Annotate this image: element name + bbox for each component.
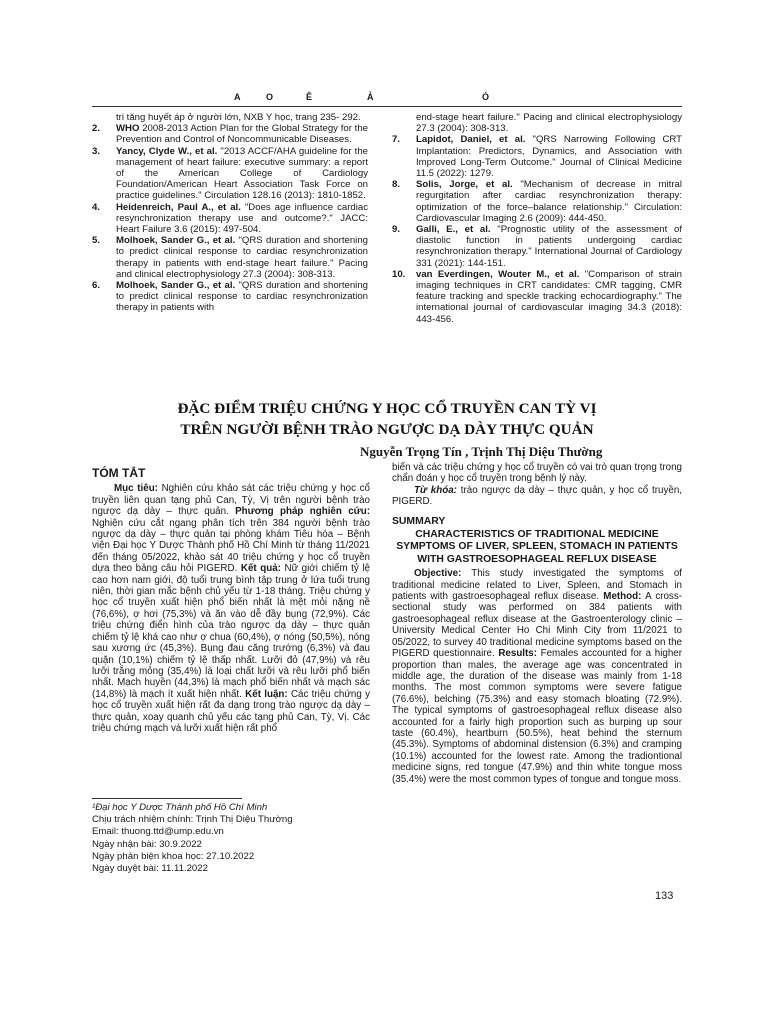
summary-body — [392, 568, 682, 785]
en-results-text: Females accounted for a higher proportion than males, the average age was concentrated in middle age, the duration of the disease was mainly from 1-18 months. The most common symptoms were severe fatigue (76.6%), belching (75.3%) and easy stomach bloating (72.9%). The typical symptoms of gastroesophageal reflux disease also accounted for a fairly high proportion such as burping up sour taste (60.4%), heartburn (50.5%), heat behind the sternum (45.3%). Symptoms of abdominal distension (6.3%) and cramping (10.1%) accounted for the lowest rate. Among the tradiontional medicine signs, red tongue (47.9%) and thin white tongue moss (35.4%) were the most common types of tongue and tongue moss. — [392, 648, 682, 785]
reference-text: "QRS duration and shortening to predict clinical response to cardiac resynchronization therapy in patients with — [116, 280, 368, 314]
reference-author: WHO — [116, 123, 140, 135]
reference-text: "2013 ACCF/AHA guideline for the management of heart failure: executive summary: a report of the American College of Cardiology Foundation/American Heart Association Task Force on practice guidelines." Circulation 128.16 (2013): 1810-1852. — [116, 145, 368, 202]
reference-text: "QRS duration and shortening to predict clinical response to cardiac resynchronization therapy in patients with end-stage heart failure." Pacing and clinical electrophysiology 27.3 (2004): 308-313. — [116, 235, 368, 280]
abstract-vietnamese — [92, 468, 370, 734]
reference-item — [92, 202, 368, 236]
header-glyph: O — [266, 92, 275, 102]
reference-number: 6. — [92, 280, 101, 292]
reference-number: 8. — [392, 179, 401, 191]
keywords-text: trào ngược dạ dày – thực quản, y học cổ truyền, PIGERD. — [392, 484, 682, 508]
reference-item — [92, 123, 368, 145]
reference-item — [92, 235, 368, 280]
conclusion-label: Kết luận: — [245, 688, 288, 700]
header-glyph: Ả — [367, 92, 375, 102]
reference-author: van Everdingen, Wouter M., et al. — [416, 268, 580, 280]
page-number: 133 — [655, 890, 674, 902]
contact-email: Email: thuong.ttd@ump.edu.vn — [92, 826, 224, 838]
keywords-label: Từ khóa: — [414, 484, 457, 496]
reference-author: Molhoek, Sander G., et al. — [116, 235, 236, 247]
references-right-column — [392, 112, 682, 325]
en-method-text: A cross-sectional study was performed on 384 patients with gastroesophageal reflux disease at the Gastroenterology clinic – University Medical Center Ho Chi Minh City from 11/2021 to 05/2022, to survey 40 traditional medicine symptoms based on the PIGERD questionnaire. — [392, 591, 682, 660]
reference-continuation: tri tăng huyết áp ở người lớn, NXB Y học, trang 235- 292. — [116, 112, 361, 123]
article-authors: Nguyễn Trọng Tín , Trịnh Thị Diệu Thường — [360, 444, 603, 459]
reference-author: Galli, E., et al. — [416, 224, 491, 236]
abstract-body — [92, 483, 370, 734]
footnotes — [92, 802, 368, 875]
reference-item — [92, 280, 368, 314]
objective-text: Nghiên cứu khảo sát các triệu chứng y học cổ truyền liên quan tạng phủ Can, Tỳ, Vị trên người bệnh trào ngược dạ dày – thực quản. — [92, 483, 370, 518]
reference-text: 2008-2013 Action Plan for the Global Strategy for the Prevention and Control of Noncommunicable Diseases. — [116, 123, 368, 146]
article-title — [92, 398, 682, 440]
header-glyph: Ó — [482, 92, 491, 102]
article-title-line: ĐẶC ĐIỂM TRIỆU CHỨNG Y HỌC CỔ TRUYỀN CAN TỲ VỊ — [177, 400, 597, 417]
references-left-column — [92, 112, 368, 314]
method-text: Nghiên cứu cắt ngang phân tích trên 384 người bệnh trào ngược dạ dày – thực quản tại phòng khám Tiêu hóa – Bệnh viện Đại học Y Dược Thành phố Hồ Chí Minh từ tháng 11/2021 đến tháng 05/2022, khảo sát 40 triệu chứng y học cổ truyền dựa theo bảng câu hỏi PIGERD. — [92, 517, 370, 575]
reference-item — [92, 146, 368, 202]
en-results-label: Results: — [498, 648, 537, 660]
affiliation: ¹Đại học Y Dược Thành phố Hồ Chí Minh — [92, 802, 268, 813]
reference-number: 2. — [92, 123, 101, 135]
abstract-right-column — [392, 462, 682, 785]
en-method-label: Method: — [603, 591, 642, 603]
article-title-line: TRÊN NGƯỜI BỆNH TRÀO NGƯỢC DẠ DÀY THỰC QUẢN — [180, 421, 594, 438]
reference-text: "Comparison of strain imaging techniques in CRT candidates: CMR tagging, CMR feature tracking and speckle tracking echocardiography." The international journal of cardiovascular imaging 34.3 (2018): 443-456. — [416, 268, 682, 325]
reference-text: "QRS Narrowing Following CRT Implantation: Predictors, Dynamics, and Association with Improved Long-Term Outcome." Journal of Clinical Medicine 11.5 (2022): 1279. — [416, 134, 682, 180]
reference-text: "Mechanism of decrease in mitral regurgitation after cardiac resynchronization therapy: optimization of the force–balance relationship." Circulation: Cardiovascular Imaging 2.6 (2009): 444-450. — [416, 179, 682, 224]
reference-number: 3. — [92, 145, 101, 157]
results-text: Nữ giới chiếm tỷ lệ cao hơn nam giới, độ tuổi trung bình tập trung ở lứa tuổi trung niên, thời gian mắc bệnh chủ yếu từ 1-18 tháng. Triệu chứng y học cổ truyền xuất hiện phổ biến nhất là mệt mỏi nặng nề (76,6%), ợ hơi (75,3%) và ăn vào dễ đầy bụng (72,9%). Các triệu chứng điển hình của trào ngược dạ dày – thực quản chiếm tỷ lệ khá cao như ợ chua (60,4%), ợ nóng (50,5%), nóng sau xương ức (45,3%). Bụng đau căng trướng (6,3%) và đau quặn (10,1%) chiếm tỷ lệ thấp nhất. Lưỡi đỏ (47,9%) và rêu lưỡi trắng mỏng (35,4%) là loại chất lưỡi và rêu lưỡi phổ biến nhất. Mạch huyền (44,3%) là mạch phổ biến nhất và mạch sác (14,8%) là mạch ít xuất hiện nhất. — [92, 563, 370, 700]
header-glyph: A — [234, 92, 242, 102]
reference-text: "Prognostic utility of the assessment of diastolic function in patients undergoing cardiac resynchronization therapy." International Journal of Cardiology 331 (2021): 144-151. — [416, 224, 683, 269]
header-divider — [92, 106, 682, 107]
reference-item — [392, 224, 682, 269]
summary-heading: SUMMARY — [392, 515, 446, 527]
english-title: CHARACTERISTICS OF TRADITIONAL MEDICINE SYMPTOMS OF LIVER, SPLEEN, STOMACH IN PATIENTS WITH GASTROESOPHAGEAL REFLUX DISEASE — [396, 529, 678, 565]
reference-number: 5. — [92, 235, 101, 247]
method-label: Phương pháp nghiên cứu: — [235, 506, 370, 518]
date-reviewed: Ngày phản biện khoa học: 27.10.2022 — [92, 850, 255, 862]
en-objective-text: This study investigated the symptoms of traditional medicine related to Liver, Spleen, and Stomach in patients with gastroesophageal reflux disease. — [392, 568, 682, 603]
abstract-heading: TÓM TẮT — [92, 466, 146, 480]
reference-item — [392, 179, 682, 224]
reference-number: 9. — [392, 224, 401, 236]
reference-continuation: end-stage heart failure." Pacing and clinical electrophysiology 27.3 (2004): 308-313. — [416, 112, 682, 135]
reference-text: "Does age influence cardiac resynchronization therapy use and outcome?." JACC: Heart Failure 3.6 (2015): 497-504. — [116, 201, 368, 236]
footnote-divider — [92, 798, 242, 799]
reference-author: Solis, Jorge, et al. — [416, 179, 513, 191]
reference-author: Lapidot, Daniel, et al. — [416, 134, 526, 146]
abstract-continuation: biến và các triệu chứng y học cổ truyền có vai trò quan trọng trong chẩn đoán y học cổ truyền trong bệnh lý này. — [392, 462, 682, 485]
reference-author: Yancy, Clyde W., et al. — [116, 145, 218, 157]
keywords — [392, 485, 682, 508]
reference-author: Heidenreich, Paul A., et al. — [116, 201, 241, 213]
reference-item — [392, 134, 682, 179]
reference-number: 7. — [392, 134, 401, 146]
objective-label: Mục tiêu: — [114, 483, 158, 495]
corresponding-author: Chịu trách nhiệm chính: Trịnh Thị Diệu Thường — [92, 814, 293, 826]
reference-number: 10. — [392, 268, 406, 280]
date-accepted: Ngày duyệt bài: 11.11.2022 — [92, 863, 208, 875]
en-objective-label: Objective: — [414, 568, 462, 580]
date-received: Ngày nhận bài: 30.9.2022 — [92, 838, 202, 850]
reference-author: Molhoek, Sander G., et al. — [116, 280, 236, 292]
results-label: Kết quả: — [240, 563, 281, 575]
reference-number: 4. — [92, 201, 101, 213]
header-glyph: Ê — [306, 92, 314, 102]
reference-item — [392, 269, 682, 325]
conclusion-text: Các triệu chứng y học cổ truyền xuất hiện rất đa dạng trong trào ngược dạ dày – thực quản, xoay quanh chủ yếu các tạng phủ Can, Tỳ, Vị. Các triệu chứng mạch và lưỡi xuất hiện rất phổ — [92, 688, 370, 734]
